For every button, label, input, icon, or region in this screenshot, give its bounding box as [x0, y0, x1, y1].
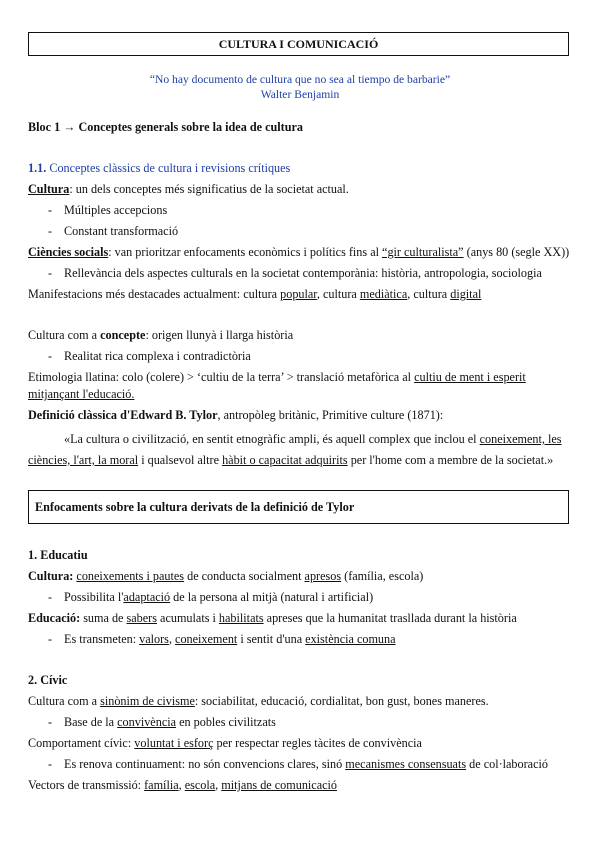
concepte-line: Cultura com a concepte: origen llunyà i llarga història — [28, 328, 294, 342]
civic-vectors: Vectors de transmissió: família, escola, mitjans de comunicació — [28, 778, 338, 792]
list-item: - Es transmeten: valors, coneixement i sentit d'una existència comuna — [48, 632, 396, 646]
list-item: - Base de la convivència en pobles civilitzats — [48, 715, 276, 729]
etimologia: Etimologia llatina: colo (colere) > ‘cultiu de la terra’ > translació metafòrica al cultiu de ment i esperit — [28, 370, 526, 384]
list-item: - Rellevància dels aspectes culturals en la societat contemporània: història, antropologia, sociologia — [48, 266, 542, 280]
ciencies-socials: Ciències socials: van prioritzar enfocaments econòmics i polítics fins al “gir culturalista” (anys 80 (segle XX)) — [28, 245, 570, 259]
tylor-quote: «La cultura o civilització, en sentit etnogràfic ampli, és aquell complex que inclou el coneixement, les — [64, 432, 562, 446]
tylor-definition: Definició clàssica d'Edward B. Tylor, antropòleg britànic, Primitive culture (1871): — [28, 408, 444, 422]
enfocaments-box: Enfocaments sobre la cultura derivats de la definició de Tylor — [28, 490, 569, 524]
list-item: - Realitat rica complexa i contradictòria — [48, 349, 251, 363]
page-title: CULTURA I COMUNICACIÓ — [28, 32, 569, 56]
list-item: - Es renova continuament: no són convencions clares, sinó mecanismes consensuats de col·laboració — [48, 757, 548, 771]
manifestacions: Manifestacions més destacades actualment: cultura popular, cultura mediàtica, cultura digital — [28, 287, 482, 301]
bloc-heading: Bloc 1 → Conceptes generals sobre la idea de cultura — [28, 120, 303, 134]
civic-heading: 2. Cívic — [28, 673, 68, 687]
educatiu-educacio: Educació: suma de sabers acumulats i habilitats apreses que la humanitat trasllada durant la història — [28, 611, 517, 625]
list-item: - Constant transformació — [48, 224, 179, 238]
epigraph-author: Walter Benjamin — [260, 88, 340, 101]
section-1-1-heading: 1.1. Conceptes clàssics de cultura i revisions crítiques — [28, 161, 291, 175]
educatiu-cultura: Cultura: coneixements i pautes de conducta socialment apresos (família, escola) — [28, 569, 424, 583]
list-item: - Possibilita l'adaptació de la persona al mitjà (natural i artificial) — [48, 590, 374, 604]
epigraph-quote: “No hay documento de cultura que no sea al tiempo de barbarie” — [149, 73, 451, 86]
list-item: - Múltiples accepcions — [48, 203, 168, 217]
etimologia-cont: mitjançant l'educació. — [28, 387, 135, 401]
tylor-quote-cont: ciències, l'art, la moral i qualsevol altre hàbit o capacitat adquirits per l'home com a membre de la societat.» — [28, 453, 554, 467]
civic-comportament: Comportament cívic: voluntat i esforç per respectar regles tàcites de convivència — [28, 736, 422, 750]
civic-cultura: Cultura com a sinònim de civisme: sociabilitat, educació, cordialitat, bon gust, bones maneres. — [28, 694, 489, 708]
cultura-definition: Cultura: un dels conceptes més significatius de la societat actual. — [28, 182, 349, 196]
educatiu-heading: 1. Educatiu — [28, 548, 88, 562]
